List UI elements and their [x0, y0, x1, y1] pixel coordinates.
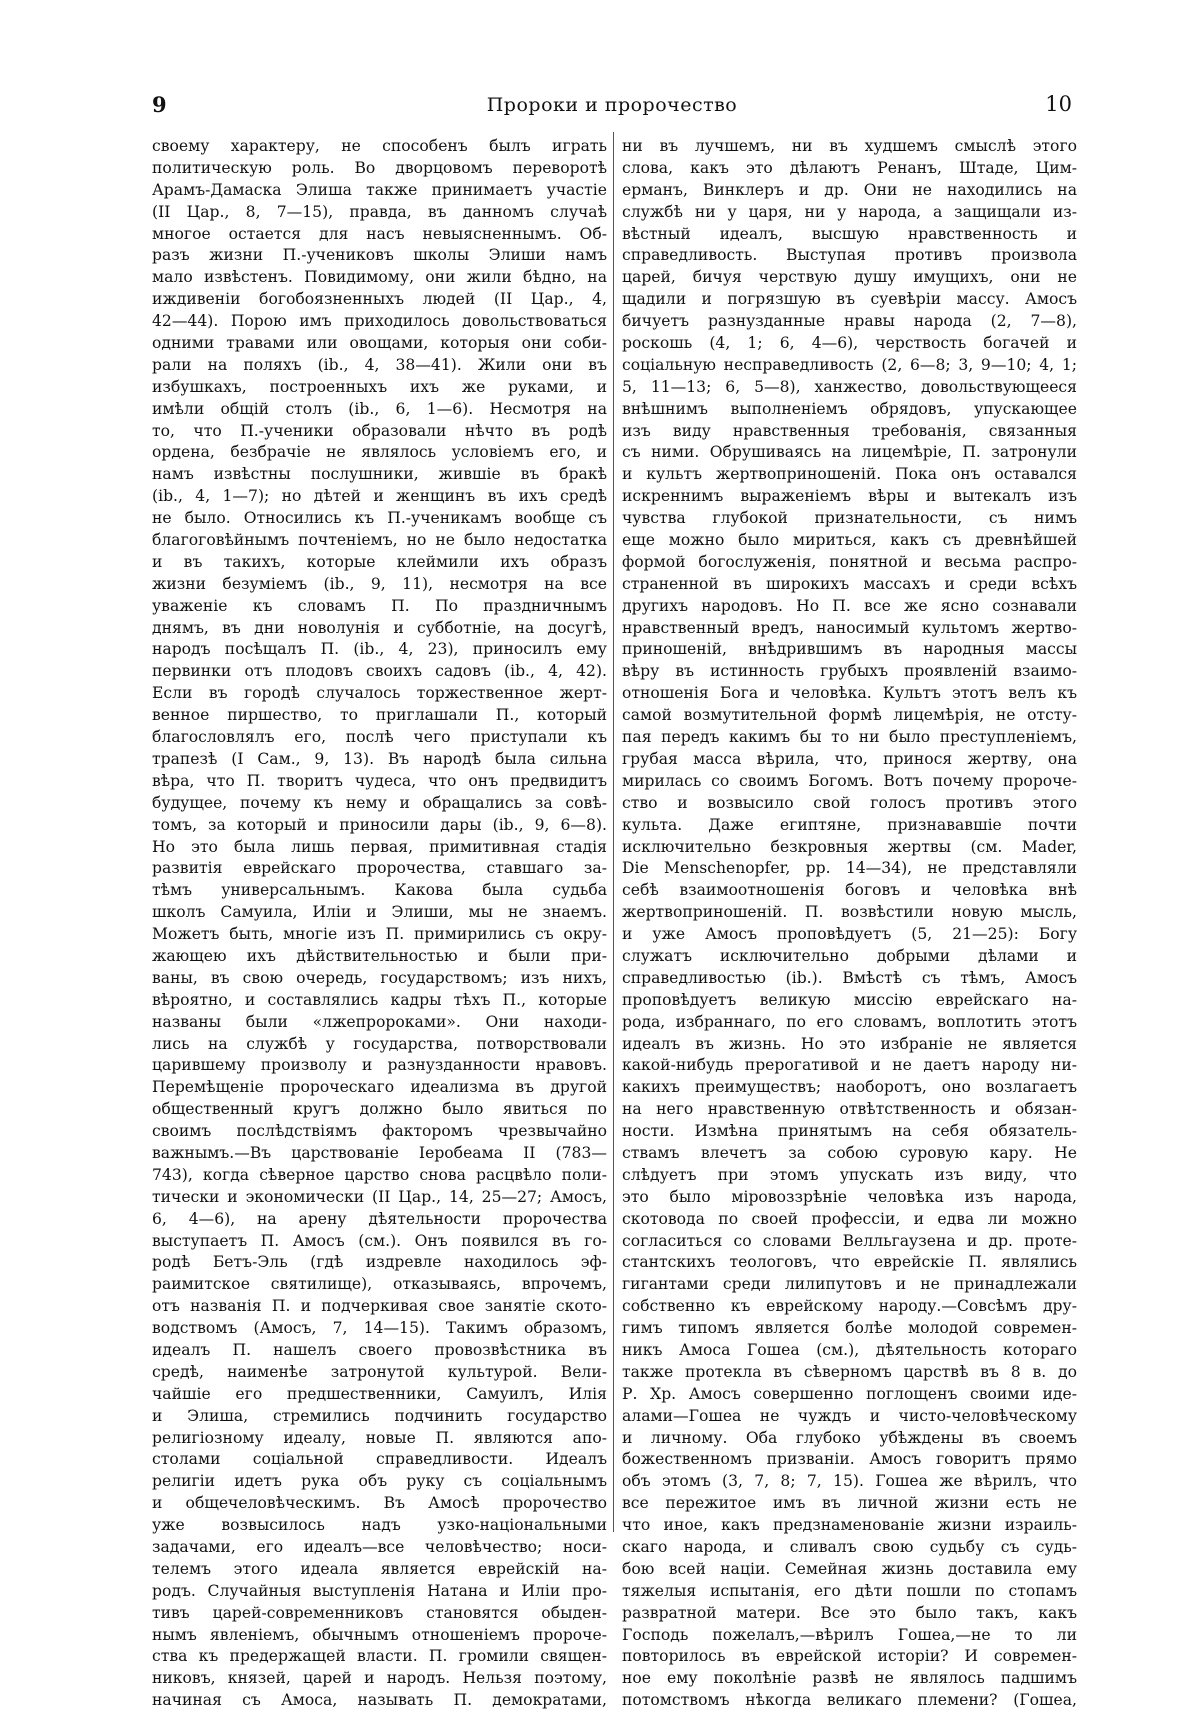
text-line: объ этомъ (3, 7, 8; 7, 15). Гошеа же вѣрилъ, что	[622, 1472, 1077, 1491]
text-line: водствомъ (Амосъ, 7, 14—15). Такимъ образомъ,	[152, 1319, 607, 1338]
text-line: и культъ жертвоприношеній. Пока онъ оставался	[622, 465, 1077, 484]
text-line: нымъ явленіемъ, обычнымъ отношеніемъ пророче-	[152, 1625, 607, 1644]
text-line: начиная съ Амоса, называть П. демократами,	[152, 1691, 607, 1710]
text-line: Но это была лишь первая, примитивная стадія	[152, 837, 607, 856]
text-line: раимитское святилище), отказываясь, впрочемъ,	[152, 1275, 607, 1294]
text-line: выступаетъ П. Амосъ (см.). Онъ появился въ го-	[152, 1231, 607, 1250]
text-line: гигантами среди лилипутовъ и не принадлежали	[622, 1275, 1077, 1294]
text-line: службѣ ни у царя, ни у народа, а защищали из-	[622, 202, 1077, 221]
text-line: никъ Амоса Гошеа (см.), дѣятельность котораго	[622, 1340, 1077, 1359]
text-line: изъ виду нравственныя требованія, связанныя	[622, 421, 1077, 440]
text-line: ное ему поколѣніе развѣ не являлось падшимъ	[622, 1669, 1077, 1688]
text-line: идеалъ П. нашелъ своего провозвѣстника въ	[152, 1340, 607, 1359]
text-line: то, что П.-ученики образовали нѣчто въ родѣ	[152, 421, 607, 440]
text-line: тяжелыя испытанія, его дѣти пошли по стопамъ	[622, 1581, 1077, 1600]
page-header	[152, 92, 1072, 122]
text-line: народъ посѣщалъ П. (ib., 4, 23), приносилъ ему	[152, 640, 607, 659]
text-line: скаго народа, и сливалъ свою судьбу съ судь-	[622, 1538, 1077, 1556]
text-line: трапезѣ (I Сам., 9, 13). Въ народѣ была сильна	[152, 749, 607, 768]
text-line: божественномъ призваніи. Амосъ говоритъ прямо	[622, 1450, 1077, 1469]
text-line: алами—Гошеа не чуждъ и чисто-человѣческому	[622, 1406, 1077, 1425]
text-line: Перемѣщеніе пророческаго идеализма въ другой	[152, 1078, 607, 1097]
text-line: уже возвысилось надъ узко-національными	[152, 1516, 607, 1535]
text-line: самой возмутительной формѣ лицемѣрія, не отсту-	[622, 706, 1077, 725]
text-line: Die Menschenopfer, pp. 14—34), не представляли	[622, 859, 1077, 878]
text-line: чайшіе его предшественники, Самуилъ, Илія	[152, 1384, 607, 1403]
text-line: Если въ городѣ случалось торжественное жерт-	[152, 684, 607, 703]
text-line: и уже Амосъ проповѣдуетъ (5, 21—25): Богу	[622, 925, 1077, 944]
text-line: жающею ихъ дѣйствительностью и были при-	[152, 946, 607, 965]
text-line: томъ, за который и приносили дары (ib., 9, 6—8).	[152, 815, 607, 834]
text-line: телемъ этого идеала является еврейскій на-	[152, 1559, 607, 1578]
text-line: 743), когда сѣверное царство снова расцвѣло поли-	[152, 1165, 607, 1184]
text-line: слѣдуетъ при этомъ упускать изъ виду, что	[622, 1165, 1077, 1184]
text-line: отъ названія П. и подчеркивая свое занятіе ското-	[152, 1297, 607, 1316]
text-line: задачами, его идеалъ—все человѣчество; носи-	[152, 1538, 607, 1556]
text-line: роскошь (4, 1; 6, 4—6), черствость богачей и	[622, 334, 1077, 353]
text-line: вѣра, что П. творитъ чудеса, что онъ предвидитъ	[152, 771, 607, 790]
text-line: бичуетъ разнузданные нравы народа (2, 7—8),	[622, 312, 1077, 331]
text-line: приношеній, внѣдрившимъ въ народныя массы	[622, 640, 1077, 659]
text-line: политическую роль. Во дворцовомъ переворотѣ	[152, 158, 607, 177]
text-line: согласиться со словами Велльгаузена и др. проте-	[622, 1231, 1077, 1250]
text-line: и въ такихъ, которые клеймили ихъ образъ	[152, 552, 607, 571]
text-line: слова, какъ это дѣлаютъ Ренанъ, Штаде, Цим-	[622, 158, 1077, 177]
text-line: собственно къ еврейскому народу.—Совсѣмъ дру-	[622, 1297, 1077, 1316]
text-line: ствамъ влечетъ за собою суровую кару. Не	[622, 1143, 1077, 1162]
text-line: формой богослуженія, понятной и весьма распро-	[622, 552, 1077, 571]
text-line: идеалъ въ жизнь. Но это избраніе не является	[622, 1034, 1077, 1053]
text-line: все пережитое имъ въ личной жизни есть не	[622, 1494, 1077, 1513]
text-line: царей, бичуя черствую душу имущихъ, они не	[622, 268, 1077, 287]
text-line: какихъ преимуществъ; наоборотъ, оно возлагаетъ	[622, 1078, 1077, 1097]
text-line: не было. Относились къ П.-ученикамъ вообще съ	[152, 509, 607, 528]
left-text-column	[152, 136, 607, 1712]
text-line: повторилось въ еврейской исторіи? И современ-	[622, 1647, 1077, 1666]
text-line: ства къ предержащей власти. П. громили священ-	[152, 1647, 607, 1666]
text-line: 42—44). Порою имъ приходилось довольствоваться	[152, 312, 607, 331]
text-line: намъ извѣстны послушники, жившіе въ бракѣ	[152, 465, 607, 484]
text-line: тически и экономически (II Цар., 14, 25—27; Амосъ,	[152, 1187, 607, 1206]
text-line: какой-нибудь прерогативой и не даетъ народу ни-	[622, 1056, 1077, 1075]
text-line: другихъ народовъ. Но П. все же ясно сознавали	[622, 596, 1077, 615]
text-line: нравственный вредъ, наносимый культомъ жертво-	[622, 618, 1077, 637]
text-line: 6, 4—6), на арену дѣятельности пророчества	[152, 1209, 607, 1228]
text-line: вѣру въ истинность грубыхъ проявленій взаимо-	[622, 662, 1077, 681]
text-line: стантскихъ теологовъ, что еврейскіе П. являлись	[622, 1253, 1077, 1272]
text-line: тѣмъ универсальнымъ. Какова была судьба	[152, 881, 607, 900]
text-line: средѣ, наименѣе затронутой культурой. Вели-	[152, 1362, 607, 1381]
text-line: гимъ типомъ является болѣе молодой современ-	[622, 1319, 1077, 1338]
text-line: царившему произволу и разнузданности нравовъ.	[152, 1056, 607, 1075]
text-line: мирилась со своимъ Богомъ. Вотъ почему пророче-	[622, 771, 1077, 790]
text-line: жизни безуміемъ (ib., 9, 11), несмотря на все	[152, 574, 607, 593]
text-line: и личному. Оба глубоко убѣждены въ своемъ	[622, 1428, 1077, 1447]
page-number-left: 9	[152, 92, 167, 117]
running-title: Пророки и пророчество	[486, 94, 738, 116]
text-line: чувства глубокой признательности, съ нимъ	[622, 509, 1077, 528]
text-line: что иное, какъ предзнаменованіе жизни израиль-	[622, 1516, 1077, 1535]
text-line: бою всей націи. Семейная жизнь доставила ему	[622, 1559, 1077, 1578]
text-line: тивъ царей-современниковъ становятся обыден-	[152, 1603, 607, 1622]
text-line: пая передъ какимъ бы то ни было преступленіемъ,	[622, 728, 1077, 747]
text-line: отношенія Бога и человѣка. Культъ этотъ велъ къ	[622, 684, 1077, 703]
text-line: уваженіе къ словамъ П. По праздничнымъ	[152, 596, 607, 615]
text-line: скотовода по своей профессіи, и едва ли можно	[622, 1209, 1077, 1228]
text-line: развитія еврейскаго пророчества, ставшаго за-	[152, 859, 607, 878]
text-line: ерманъ, Винклеръ и др. Они не находились на	[622, 180, 1077, 199]
text-line: ни въ лучшемъ, ни въ худшемъ смыслѣ этого	[622, 137, 1077, 155]
text-line: благоговѣйнымъ почтеніемъ, но не было недостатка	[152, 531, 607, 550]
text-line: ордена, безбрачіе не являлось условіемъ его, и	[152, 443, 607, 462]
text-line: это было міровоззрѣніе человѣка изъ народа,	[622, 1187, 1077, 1206]
text-line: венное пиршество, то приглашали П., который	[152, 706, 607, 725]
text-line: благословлялъ его, послѣ чего приступали къ	[152, 728, 607, 747]
text-line: иждивеніи богобоязненныхъ людей (II Цар., 4,	[152, 290, 607, 309]
text-line: многое остается для насъ невыясненнымъ. Об-	[152, 224, 607, 243]
text-line: важнымъ.—Въ царствованіе Іеробеама II (783—	[152, 1143, 607, 1162]
text-line: Арамъ-Дамаска Элиша также принимаетъ участіе	[152, 180, 607, 199]
page-number-right: 10	[1045, 92, 1072, 116]
text-line: 5, 11—13; 6, 5—8), ханжество, довольствующееся	[622, 377, 1077, 396]
text-line: мало извѣстенъ. Повидимому, они жили бѣдно, на	[152, 268, 607, 287]
text-line: вѣстный идеалъ, высшую нравственность и	[622, 224, 1077, 243]
text-line: родѣ Бетъ-Эль (гдѣ издревле находилось эф-	[152, 1253, 607, 1272]
text-line: служатъ исключительно добрыми дѣлами и	[622, 946, 1077, 965]
text-line: еще можно было мириться, какъ съ древнѣйшей	[622, 531, 1077, 550]
text-line: лись на службѣ у государства, потворствовали	[152, 1034, 607, 1053]
text-line: (II Цар., 8, 7—15), правда, въ данномъ случаѣ	[152, 202, 607, 221]
text-line: школъ Самуила, Иліи и Элиши, мы не знаемъ.	[152, 903, 607, 922]
text-line: ство и возвысило свой голосъ противъ этого	[622, 793, 1077, 812]
text-line: разъ жизни П.-учениковъ школы Элиши намъ	[152, 246, 607, 265]
text-line: родъ. Случайныя выступленія Натана и Иліи про-	[152, 1581, 607, 1600]
text-line: рода, избраннаго, по его словамъ, воплотить этотъ	[622, 1012, 1077, 1031]
text-line: столами соціальной справедливости. Идеалъ	[152, 1450, 607, 1469]
text-line: избушкахъ, построенныхъ ихъ же руками, и	[152, 377, 607, 396]
text-line: и Элиша, стремились подчинить государство	[152, 1406, 607, 1425]
text-line: внѣшнимъ выполненіемъ обрядовъ, упускающее	[622, 399, 1077, 418]
text-line: названы были «лжепророками». Они находи-	[152, 1012, 607, 1031]
text-line: проповѣдуетъ великую миссію еврейскаго на-	[622, 990, 1077, 1009]
text-line: имѣли общій столъ (ib., 6, 1—6). Несмотря на	[152, 399, 607, 418]
text-line: своему характеру, не способенъ былъ играть	[152, 137, 607, 155]
text-line: потомствомъ нѣкогда великаго племени? (Гошеа,	[622, 1691, 1077, 1710]
text-line: Р. Хр. Амосъ совершенно поглощенъ своими иде-	[622, 1384, 1077, 1403]
text-line: будущее, почему къ нему и обращались за совѣ-	[152, 793, 607, 812]
text-line: грубая масса вѣрила, что, принося жертву, она	[622, 749, 1077, 768]
text-line: также протекла въ сѣверномъ царствѣ въ 8 в. до	[622, 1362, 1077, 1381]
text-line: развратной матери. Все это было такъ, какъ	[622, 1603, 1077, 1622]
text-line: и общечеловѣческимъ. Въ Амосѣ пророчество	[152, 1494, 607, 1513]
text-line: вѣроятно, и составлялись кадры тѣхъ П., которые	[152, 990, 607, 1009]
text-line: рали на поляхъ (ib., 4, 38—41). Жили они въ	[152, 355, 607, 374]
text-line: культа. Даже египтяне, признававшіе почти	[622, 815, 1077, 834]
text-line: никовъ, князей, царей и народъ. Нельзя поэтому,	[152, 1669, 607, 1688]
text-line: своимъ послѣдствіямъ факторомъ чрезвычайно	[152, 1122, 607, 1141]
text-line: искреннимъ выраженіемъ вѣры и вытекалъ изъ	[622, 487, 1077, 506]
text-line: (ib., 4, 1—7); но дѣтей и женщинъ въ ихъ средѣ	[152, 487, 607, 506]
text-line: страненной въ широкихъ массахъ и среди всѣхъ	[622, 574, 1077, 593]
text-line: щадили и погрязшую въ суевѣріи массу. Амосъ	[622, 290, 1077, 309]
right-text-column	[622, 136, 1077, 1712]
text-line: ности. Измѣна принятымъ на себя обязатель-	[622, 1122, 1077, 1141]
text-line: соціальную несправедливость (2, 6—8; 3, 9—10; 4, 1;	[622, 355, 1077, 374]
text-line: Господь пожелалъ,—вѣрилъ Гошеа,—не то ли	[622, 1625, 1077, 1644]
text-line: религіи идетъ рука объ руку съ соціальнымъ	[152, 1472, 607, 1491]
text-line: съ ними. Обрушиваясь на лицемѣріе, П. затронули	[622, 443, 1077, 462]
text-line: общественный кругъ должно было явиться по	[152, 1100, 607, 1119]
text-line: жертвоприношеній. П. возвѣстили новую мысль,	[622, 903, 1077, 922]
text-line: одними травами или овощами, которыя они соби-	[152, 334, 607, 353]
text-line: первинки отъ плодовъ своихъ садовъ (ib., 4, 42).	[152, 662, 607, 681]
text-line: исключительно безкровныя жертвы (см. Mader,	[622, 837, 1077, 856]
text-line: на него нравственную отвѣтственность и обязан-	[622, 1100, 1077, 1119]
text-line: справедливость. Выступая противъ произвола	[622, 246, 1077, 265]
column-divider	[613, 132, 614, 1532]
text-line: справедливостью (ib.). Вмѣстѣ съ тѣмъ, Амосъ	[622, 968, 1077, 987]
text-line: ваны, въ свою очередь, государствомъ; изъ нихъ,	[152, 968, 607, 987]
text-line: себѣ взаимоотношенія боговъ и человѣка внѣ	[622, 881, 1077, 900]
text-line: днямъ, въ дни новолунія и субботніе, на досугѣ,	[152, 618, 607, 637]
text-line: религіозному идеалу, новые П. являются апо-	[152, 1428, 607, 1447]
text-line: Можетъ быть, многіе изъ П. примирились съ окру-	[152, 925, 607, 944]
